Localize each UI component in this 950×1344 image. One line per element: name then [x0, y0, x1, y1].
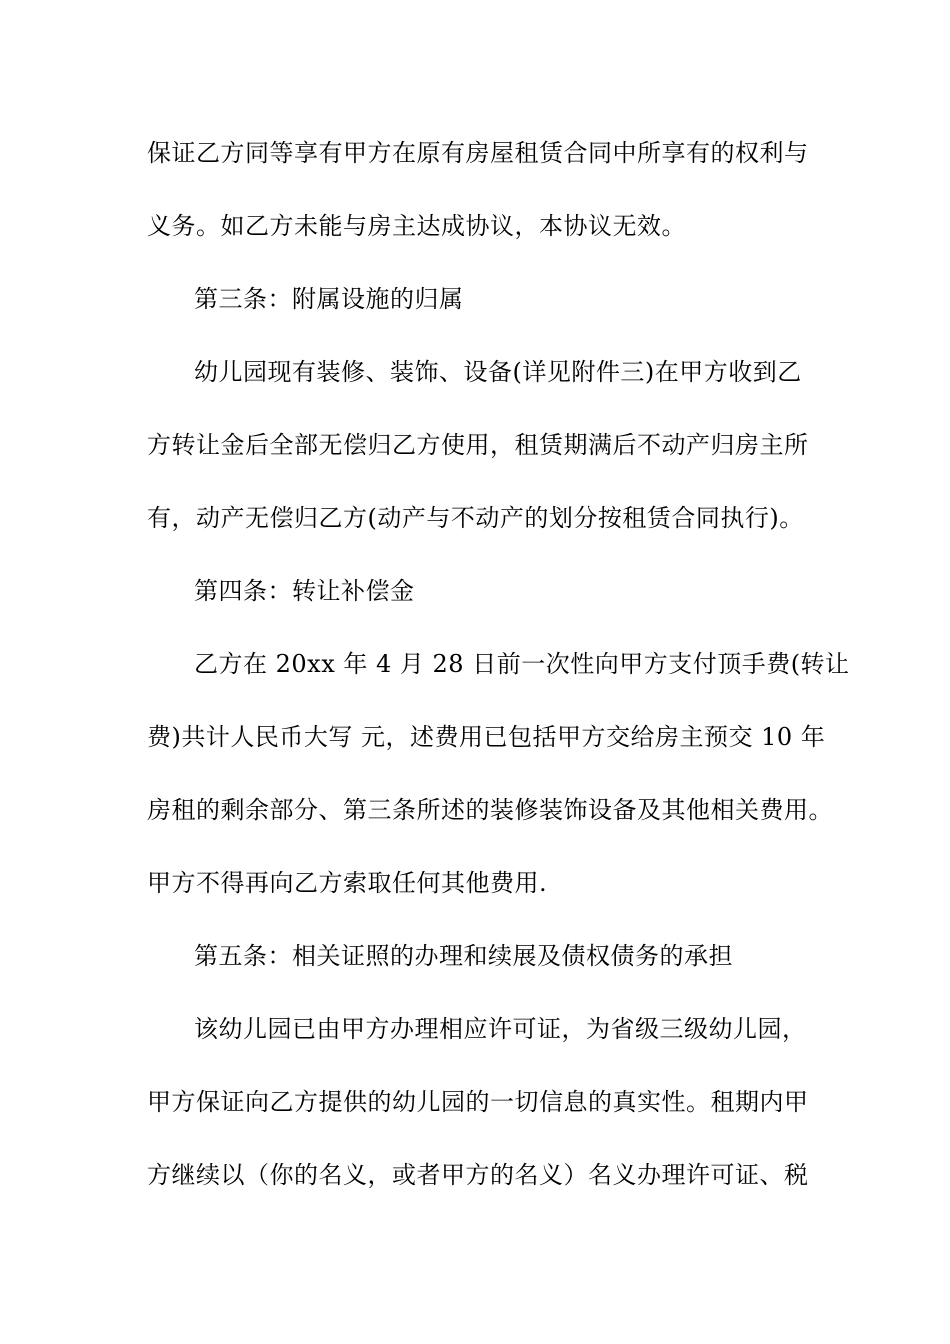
body-text-line: 费)共计人民币大写 元，述费用已包括甲方交给房主预交 10 年 — [147, 723, 826, 751]
paragraph-first-line: 该幼儿园已由甲方办理相应许可证，为省级三级幼儿园， — [194, 1015, 807, 1043]
body-text-line: 甲方保证向乙方提供的幼儿园的一切信息的真实性。租期内甲 — [147, 1088, 809, 1116]
article-heading: 第五条：相关证照的办理和续展及债权债务的承担 — [194, 942, 733, 970]
body-text-line: 有，动产无偿归乙方(动产与不动产的划分按租赁合同执行)。 — [147, 504, 804, 532]
body-text-line: 方继续以（你的名义，或者甲方的名义）名义办理许可证、税 — [147, 1161, 809, 1189]
paragraph-first-line: 幼儿园现有装修、装饰、设备(详见附件三)在甲方收到乙 — [194, 358, 802, 386]
body-text-line: 房租的剩余部分、第三条所述的装修装饰设备及其他相关费用。 — [147, 796, 833, 824]
body-text-line: 甲方不得再向乙方索取任何其他费用. — [147, 869, 548, 897]
paragraph-first-line: 乙方在 20xx 年 4 月 28 日前一次性向甲方支付顶手费(转让 — [194, 650, 850, 678]
body-text-line: 保证乙方同等享有甲方在原有房屋租赁合同中所享有的权利与 — [147, 139, 809, 167]
body-text-line: 义务。如乙方未能与房主达成协议，本协议无效。 — [147, 212, 686, 240]
article-heading: 第三条：附属设施的归属 — [194, 285, 464, 313]
body-text-line: 方转让金后全部无偿归乙方使用，租赁期满后不动产归房主所 — [147, 431, 809, 459]
article-heading: 第四条：转让补偿金 — [194, 577, 415, 605]
